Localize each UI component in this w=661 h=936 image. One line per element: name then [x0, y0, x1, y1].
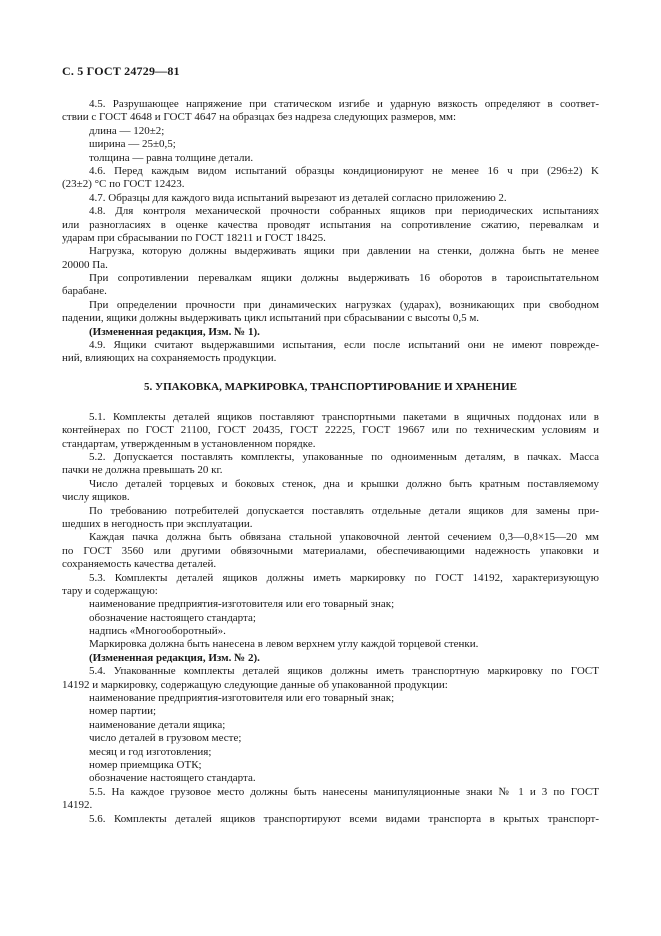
revision-note: (Измененная редакция, Изм. № 2).: [89, 651, 260, 664]
text-line: месяц и год изготовления;: [89, 745, 212, 758]
text-line: обозначение настоящего стандарта;: [89, 611, 256, 624]
text-line: 5.4. Упакованные комплекты деталей ящиков должны иметь транспортную маркировку по ГОСТ: [89, 665, 599, 678]
section-heading: 5. УПАКОВКА, МАРКИРОВКА, ТРАНСПОРТИРОВАНИЕ И ХРАНЕНИЕ: [144, 380, 517, 393]
text-line: сохраняемость качества деталей.: [62, 558, 217, 571]
text-line: тару и содержащую:: [62, 584, 158, 597]
text-line: наименование детали ящика;: [89, 718, 226, 731]
text-line: 14192.: [62, 799, 93, 812]
text-line: Нагрузка, которую должны выдерживать ящики при давлении на стенки, должна быть не менее: [89, 245, 599, 258]
text-line: номер приемщика ОТК;: [89, 758, 202, 771]
text-line: 4.9. Ящики считают выдержавшими испытания, если после испытаний они не имеют поврежде-: [89, 339, 599, 352]
text-line: 14192 и маркировку, содержащую следующие данные об упакованной продукции:: [62, 678, 448, 691]
text-line: ний, влияющих на сохраняемость продукции.: [62, 352, 277, 365]
text-line: падении, ящики должны выдерживать цикл испытаний при сбрасывании с высоты 0,5 м.: [62, 312, 480, 325]
text-line: барабане.: [62, 285, 107, 298]
text-line: обозначение настоящего стандарта.: [89, 772, 256, 785]
text-line: наименование предприятия-изготовителя или его товарный знак;: [89, 598, 395, 611]
text-line: 20000 Па.: [62, 258, 108, 271]
text-line: По требованию потребителей допускается поставлять отдельные детали ящиков для замены при-: [89, 504, 599, 517]
text-line: 4.8. Для контроля механической прочности собранных ящиков при периодических испытаниях: [89, 205, 599, 218]
text-line: по ГОСТ 3560 или другими обвязочными материалами, обеспечивающими надежность упаковки и: [62, 544, 599, 557]
text-line: ударам при сбрасывании по ГОСТ 18211 и ГОСТ 18425.: [62, 231, 326, 244]
text-line: надпись «Многооборотный».: [89, 625, 226, 638]
text-line: Число деталей торцевых и боковых стенок, дна и крышки должно быть кратным поставляемому: [89, 477, 599, 490]
document-body: [62, 98, 599, 826]
text-line: 5.6. Комплекты деталей ящиков транспортируют всеми видами транспорта в крытых транспорт-: [89, 812, 599, 825]
text-line: номер партии;: [89, 705, 157, 718]
text-line: наименование предприятия-изготовителя или его товарный знак;: [89, 692, 395, 705]
text-line: 4.7. Образцы для каждого вида испытаний вырезают из деталей согласно приложению 2.: [89, 191, 507, 204]
text-line: 5.1. Комплекты деталей ящиков поставляют транспортными пакетами в ящичных поддонах или в: [89, 410, 599, 423]
text-line: 4.5. Разрушающее напряжение при статическом изгибе и ударную вязкость определяют в соответ-: [89, 98, 599, 110]
text-line: При сопротивлении перевалкам ящики должны выдерживать 16 оборотов в тароиспытательном: [89, 272, 599, 285]
page-header: С. 5 ГОСТ 24729—81: [62, 64, 180, 78]
text-line: ствии с ГОСТ 4648 и ГОСТ 4647 на образцах без надреза следующих размеров, мм:: [62, 111, 457, 124]
text-line: 5.2. Допускается поставлять комплекты, упакованные по одноименным деталям, в пачках. Масса: [89, 450, 599, 463]
text-line: 5.3. Комплекты деталей ящиков должны иметь маркировку по ГОСТ 14192, характеризующую: [89, 571, 599, 584]
text-line: Маркировка должна быть нанесена в левом верхнем углу каждой торцевой стенки.: [89, 638, 479, 651]
text-line: 5.5. На каждое грузовое место должны быть нанесены манипуляционные знаки № 1 и 3 по ГОСТ: [89, 785, 599, 798]
text-line: шедших в негодность при эксплуатации.: [62, 517, 253, 530]
text-line: стандартам, утвержденным в установленном порядке.: [62, 437, 316, 450]
text-line: или разногласиях в оценке качества проводят испытания на сопротивление сжатию, перевалкам и: [62, 218, 599, 231]
text-line: (23±2) °С по ГОСТ 12423.: [62, 178, 185, 191]
text-line: числу ящиков.: [62, 491, 130, 504]
text-line: Каждая пачка должна быть обвязана стальной упаковочной лентой сечением 0,3—0,8×15—20 мм: [89, 531, 599, 544]
text-line: 4.6. Перед каждым видом испытаний образцы кондиционируют не менее 16 ч при (296±2) K: [89, 164, 599, 177]
revision-note: (Измененная редакция, Изм. № 1).: [89, 325, 260, 338]
text-line: контейнерах по ГОСТ 21100, ГОСТ 20435, ГОСТ 22225, ГОСТ 19667 или по техническим условиям и: [62, 424, 599, 437]
text-line: длина — 120±2;: [89, 124, 165, 137]
text-line: ширина — 25±0,5;: [89, 138, 176, 151]
text-line: При определении прочности при динамических нагрузках (ударах), возникающих при свободном: [89, 298, 599, 311]
text-line: число деталей в грузовом месте;: [89, 732, 242, 745]
text-line: толщина — равна толщине детали.: [89, 151, 254, 164]
text-line: пачки не должна превышать 20 кг.: [62, 464, 223, 477]
